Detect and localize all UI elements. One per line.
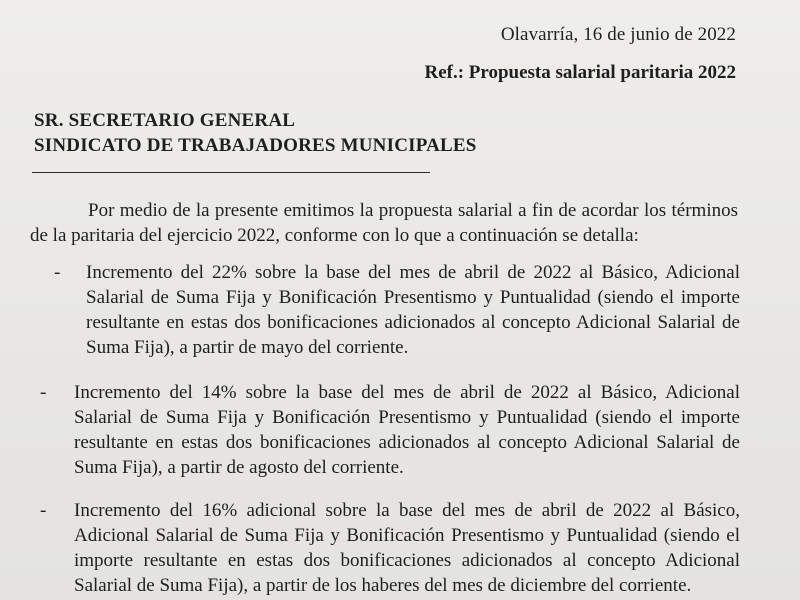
bullet-dash: - [54,262,61,283]
proposal-item-3 [40,498,740,598]
proposal-item-1 [40,260,740,360]
proposal-item-text: Incremento del 16% adicional sobre la base del mes de abril de 2022 al Básico, Adicional Salarial de Suma Fija y Bonificación Presentismo y Puntualidad (siendo el importe resultante en estas dos bonificaciones adicionados al concepto Adicional Salarial de Suma Fija), a partir de los haberes del mes de diciembre del corriente. [74,500,740,596]
addressee-divider [32,172,430,173]
bullet-dash: - [40,500,47,521]
addressee-title: SR. SECRETARIO GENERAL [34,110,296,131]
proposal-item-2 [40,380,740,480]
date-line: Olavarría, 16 de junio de 2022 [500,24,736,45]
proposal-item-text: Incremento del 14% sobre la base del mes de abril de 2022 al Básico, Adicional Salarial de Suma Fija y Bonificación Presentismo y Puntualidad (siendo el importe resultante en estas dos bonificaciones adicionados al concepto Adicional Salarial de Suma Fija), a partir de agosto del corriente. [74,382,740,478]
addressee-organization: SINDICATO DE TRABAJADORES MUNICIPALES [34,135,477,156]
proposal-item-text: Incremento del 22% sobre la base del mes de abril de 2022 al Básico, Adicional Salarial de Suma Fija y Bonificación Presentismo y Puntualidad (siendo el importe resultante en estas dos bonificaciones adicionados al concepto Adicional Salarial de Suma Fija), a partir de mayo del corriente. [86,262,740,358]
addressee-block [34,108,477,158]
reference-line: Ref.: Propuesta salarial paritaria 2022 [424,62,736,83]
bullet-dash: - [40,382,47,403]
intro-paragraph: Por medio de la presente emitimos la propuesta salarial a fin de acordar los términos de la paritaria del ejercicio 2022, conforme con lo que a continuación se detalla: [30,200,738,246]
